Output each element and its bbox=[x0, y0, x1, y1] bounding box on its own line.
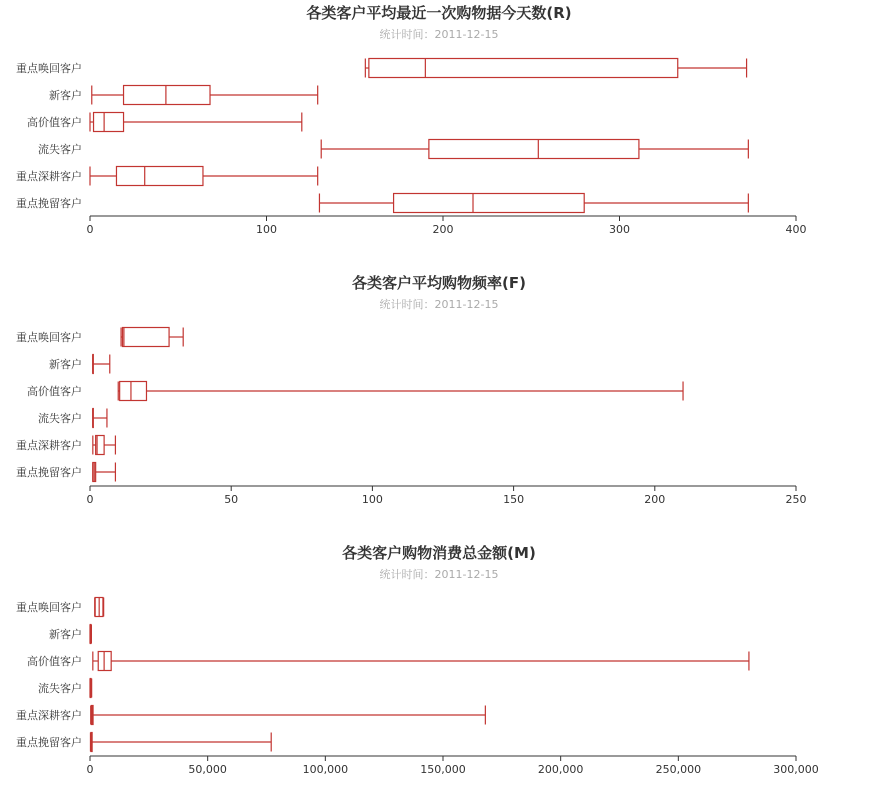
x-tick-label: 0 bbox=[86, 493, 94, 506]
x-tick-label: 150,000 bbox=[420, 763, 466, 776]
box bbox=[369, 59, 678, 78]
x-tick-label: 50,000 bbox=[188, 763, 227, 776]
x-tick-label: 0 bbox=[86, 763, 94, 776]
category-label: 高价值客户 bbox=[27, 385, 82, 398]
chart-title: 各类客户平均最近一次购物据今天数(R) bbox=[306, 4, 572, 22]
category-label: 流失客户 bbox=[38, 143, 82, 156]
chart-subtitle: 统计时间：2011-12-15 bbox=[379, 28, 499, 41]
x-tick-label: 0 bbox=[86, 223, 94, 236]
x-tick-label: 300 bbox=[609, 223, 630, 236]
x-tick-label: 100,000 bbox=[302, 763, 349, 776]
x-tick-label: 100 bbox=[361, 493, 383, 506]
x-tick-label: 100 bbox=[256, 223, 277, 236]
x-tick-label: 50 bbox=[224, 493, 239, 506]
category-label: 重点挽留客户 bbox=[16, 466, 82, 479]
chart-subtitle: 统计时间：2011-12-15 bbox=[379, 568, 499, 581]
chart-title: 各类客户购物消费总金额(M) bbox=[342, 544, 536, 562]
category-label: 重点深耕客户 bbox=[16, 709, 82, 722]
box bbox=[120, 382, 147, 401]
category-label: 重点挽留客户 bbox=[16, 736, 82, 749]
category-label: 重点唤回客户 bbox=[16, 601, 82, 614]
box bbox=[122, 328, 169, 347]
category-label: 高价值客户 bbox=[27, 655, 82, 668]
chart-subtitle: 统计时间：2011-12-15 bbox=[379, 298, 499, 311]
chart-title: 各类客户平均购物频率(F) bbox=[352, 274, 526, 292]
category-label: 重点唤回客户 bbox=[16, 331, 82, 344]
x-tick-label: 200 bbox=[432, 223, 454, 236]
box bbox=[94, 113, 124, 132]
category-label: 重点挽留客户 bbox=[16, 197, 82, 210]
x-tick-label: 200,000 bbox=[537, 763, 584, 776]
category-label: 流失客户 bbox=[38, 412, 82, 425]
box bbox=[429, 140, 639, 159]
category-label: 重点唤回客户 bbox=[16, 62, 82, 75]
box bbox=[394, 194, 585, 213]
category-label: 流失客户 bbox=[38, 682, 82, 695]
x-tick-label: 400 bbox=[785, 223, 807, 236]
x-tick-label: 150 bbox=[503, 493, 525, 506]
box bbox=[124, 86, 210, 105]
x-tick-label: 300,000 bbox=[773, 763, 819, 776]
category-label: 新客户 bbox=[49, 89, 82, 102]
x-tick-label: 200 bbox=[644, 493, 666, 506]
category-label: 新客户 bbox=[49, 358, 82, 371]
x-tick-label: 250,000 bbox=[655, 763, 702, 776]
category-label: 新客户 bbox=[49, 628, 82, 641]
category-label: 高价值客户 bbox=[27, 116, 82, 129]
category-label: 重点深耕客户 bbox=[16, 439, 82, 452]
box bbox=[116, 167, 202, 186]
category-label: 重点深耕客户 bbox=[16, 170, 82, 183]
x-tick-label: 250 bbox=[785, 493, 807, 506]
